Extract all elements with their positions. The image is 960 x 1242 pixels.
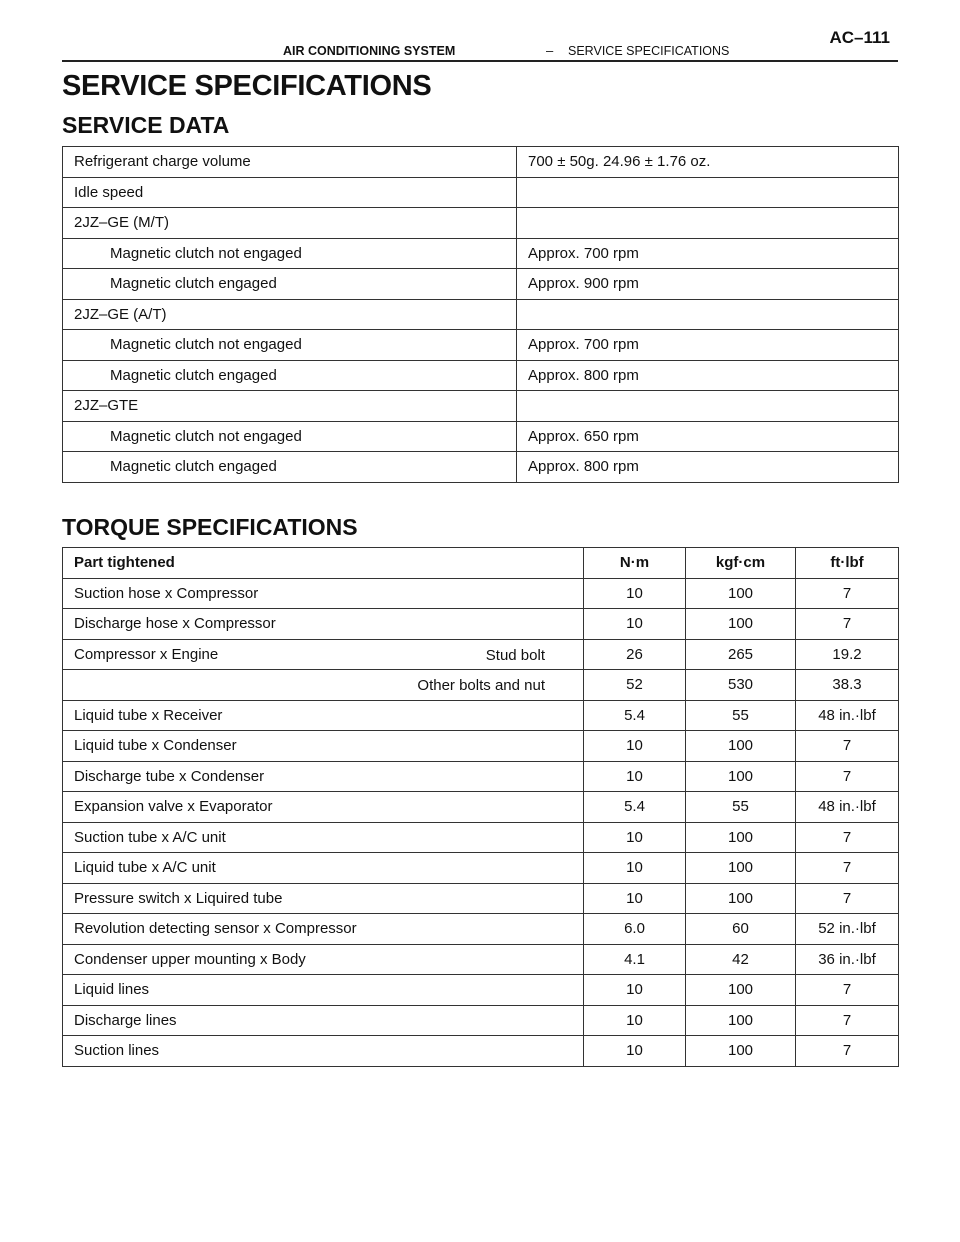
torque-ftlbf: 7 <box>796 1005 899 1036</box>
torque-nm: 26 <box>584 639 686 670</box>
torque-kgfcm: 100 <box>686 975 796 1006</box>
part-name: Pressure switch x Liquired tube <box>74 889 283 907</box>
table-row <box>63 853 899 884</box>
torque-kgfcm: 55 <box>686 792 796 823</box>
service-data-heading: SERVICE DATA <box>62 112 230 138</box>
service-item: 2JZ–GTE <box>63 391 517 422</box>
torque-ftlbf: 19.2 <box>796 639 899 670</box>
torque-kgfcm: 100 <box>686 731 796 762</box>
service-item: Idle speed <box>63 177 517 208</box>
part-name: Condenser upper mounting x Body <box>74 950 306 968</box>
table-row <box>63 639 899 670</box>
page-header <box>62 22 898 62</box>
torque-nm: 10 <box>584 883 686 914</box>
part-cell <box>63 578 584 609</box>
service-value: Approx. 650 rpm <box>517 421 899 452</box>
torque-ftlbf: 7 <box>796 1036 899 1067</box>
service-item: Refrigerant charge volume <box>63 147 517 178</box>
header-kgfcm: kgf·cm <box>686 548 796 579</box>
part-name: Liquid lines <box>74 981 150 999</box>
torque-kgfcm: 100 <box>686 822 796 853</box>
part-cell <box>63 1036 584 1067</box>
part-name: Compressor x Engine <box>74 645 219 663</box>
service-data-table <box>62 146 899 483</box>
part-cell <box>63 670 584 701</box>
table-row <box>63 1005 899 1036</box>
header-nm: N·m <box>584 548 686 579</box>
torque-ftlbf: 36 in.·lbf <box>796 944 899 975</box>
torque-nm: 10 <box>584 578 686 609</box>
torque-nm: 4.1 <box>584 944 686 975</box>
header-ftlbf: ft·lbf <box>796 548 899 579</box>
part-cell <box>63 822 584 853</box>
service-value: Approx. 800 rpm <box>517 360 899 391</box>
service-item: 2JZ–GE (M/T) <box>63 208 517 239</box>
part-cell <box>63 731 584 762</box>
table-row <box>63 883 899 914</box>
header-part: Part tightened <box>63 548 584 579</box>
torque-nm: 5.4 <box>584 792 686 823</box>
part-cell <box>63 914 584 945</box>
part-name: Suction hose x Compressor <box>74 584 259 602</box>
torque-kgfcm: 100 <box>686 883 796 914</box>
torque-kgfcm: 265 <box>686 639 796 670</box>
part-name: Discharge tube x Condenser <box>74 767 265 785</box>
table-row <box>63 299 899 330</box>
table-row <box>63 1036 899 1067</box>
page-number: AC–111 <box>829 28 890 47</box>
torque-kgfcm: 530 <box>686 670 796 701</box>
torque-kgfcm: 100 <box>686 761 796 792</box>
torque-kgfcm: 100 <box>686 853 796 884</box>
torque-nm: 10 <box>584 761 686 792</box>
part-name: Expansion valve x Evaporator <box>74 798 273 816</box>
torque-ftlbf: 38.3 <box>796 670 899 701</box>
table-row <box>63 609 899 640</box>
torque-nm: 10 <box>584 975 686 1006</box>
table-row <box>63 147 899 178</box>
part-name: Discharge lines <box>74 1011 177 1029</box>
torque-nm: 10 <box>584 853 686 884</box>
part-name: Liquid tube x A/C unit <box>74 859 216 877</box>
table-row <box>63 731 899 762</box>
table-row <box>63 238 899 269</box>
torque-nm: 10 <box>584 822 686 853</box>
torque-nm: 10 <box>584 1005 686 1036</box>
part-cell <box>63 1005 584 1036</box>
table-row <box>63 761 899 792</box>
part-name: Discharge hose x Compressor <box>74 615 276 633</box>
table-row <box>63 421 899 452</box>
service-item: Magnetic clutch engaged <box>63 269 517 300</box>
table-row <box>63 360 899 391</box>
torque-ftlbf: 7 <box>796 761 899 792</box>
service-value: Approx. 800 rpm <box>517 452 899 483</box>
part-cell <box>63 944 584 975</box>
part-name: Liquid tube x Receiver <box>74 706 223 724</box>
torque-ftlbf: 7 <box>796 609 899 640</box>
service-item: Magnetic clutch engaged <box>63 452 517 483</box>
torque-kgfcm: 100 <box>686 609 796 640</box>
torque-ftlbf: 7 <box>796 853 899 884</box>
table-row <box>63 944 899 975</box>
torque-nm: 52 <box>584 670 686 701</box>
torque-kgfcm: 100 <box>686 1036 796 1067</box>
part-name: Suction tube x A/C unit <box>74 828 226 846</box>
table-row <box>63 700 899 731</box>
torque-ftlbf: 48 in.·lbf <box>796 792 899 823</box>
part-cell <box>63 883 584 914</box>
table-row <box>63 822 899 853</box>
service-value: Approx. 700 rpm <box>517 238 899 269</box>
service-value: Approx. 900 rpm <box>517 269 899 300</box>
service-item: Magnetic clutch not engaged <box>63 421 517 452</box>
torque-ftlbf: 7 <box>796 883 899 914</box>
part-cell <box>63 761 584 792</box>
part-name: Suction lines <box>74 1042 160 1060</box>
service-value: 700 ± 50g. 24.96 ± 1.76 oz. <box>517 147 899 178</box>
table-row <box>63 792 899 823</box>
part-fastener: Other bolts and nut <box>417 677 545 694</box>
table-row <box>63 914 899 945</box>
service-value <box>517 208 899 239</box>
torque-nm: 10 <box>584 1036 686 1067</box>
table-row <box>63 269 899 300</box>
torque-ftlbf: 52 in.·lbf <box>796 914 899 945</box>
torque-ftlbf: 48 in.·lbf <box>796 700 899 731</box>
service-value <box>517 177 899 208</box>
part-cell <box>63 853 584 884</box>
header-system: AIR CONDITIONING SYSTEM <box>283 44 456 58</box>
torque-heading: TORQUE SPECIFICATIONS <box>62 514 358 540</box>
torque-kgfcm: 55 <box>686 700 796 731</box>
torque-table <box>62 547 899 1067</box>
torque-ftlbf: 7 <box>796 731 899 762</box>
torque-nm: 10 <box>584 731 686 762</box>
part-name: Revolution detecting sensor x Compressor <box>74 920 357 938</box>
service-value <box>517 299 899 330</box>
torque-kgfcm: 100 <box>686 1005 796 1036</box>
table-row <box>63 330 899 361</box>
table-row <box>63 177 899 208</box>
table-row <box>63 578 899 609</box>
header-separator: – <box>546 43 554 58</box>
service-value <box>517 391 899 422</box>
torque-ftlbf: 7 <box>796 578 899 609</box>
page-title: SERVICE SPECIFICATIONS <box>62 70 432 102</box>
service-item: Magnetic clutch engaged <box>63 360 517 391</box>
service-item: Magnetic clutch not engaged <box>63 238 517 269</box>
torque-nm: 5.4 <box>584 700 686 731</box>
torque-ftlbf: 7 <box>796 822 899 853</box>
torque-kgfcm: 100 <box>686 578 796 609</box>
header-section: SERVICE SPECIFICATIONS <box>568 44 730 58</box>
table-row <box>63 391 899 422</box>
table-row <box>63 208 899 239</box>
torque-nm: 6.0 <box>584 914 686 945</box>
part-fastener: Stud bolt <box>485 646 545 664</box>
torque-kgfcm: 42 <box>686 944 796 975</box>
part-cell <box>63 700 584 731</box>
table-row <box>63 975 899 1006</box>
service-item: Magnetic clutch not engaged <box>63 330 517 361</box>
table-row <box>63 452 899 483</box>
part-cell <box>63 609 584 640</box>
part-cell <box>63 975 584 1006</box>
torque-ftlbf: 7 <box>796 975 899 1006</box>
service-item: 2JZ–GE (A/T) <box>63 299 517 330</box>
part-cell <box>63 792 584 823</box>
part-cell <box>63 639 584 670</box>
table-row <box>63 670 899 701</box>
torque-nm: 10 <box>584 609 686 640</box>
part-name: Liquid tube x Condenser <box>74 737 237 755</box>
torque-header-row <box>63 548 899 579</box>
service-value: Approx. 700 rpm <box>517 330 899 361</box>
torque-kgfcm: 60 <box>686 914 796 945</box>
